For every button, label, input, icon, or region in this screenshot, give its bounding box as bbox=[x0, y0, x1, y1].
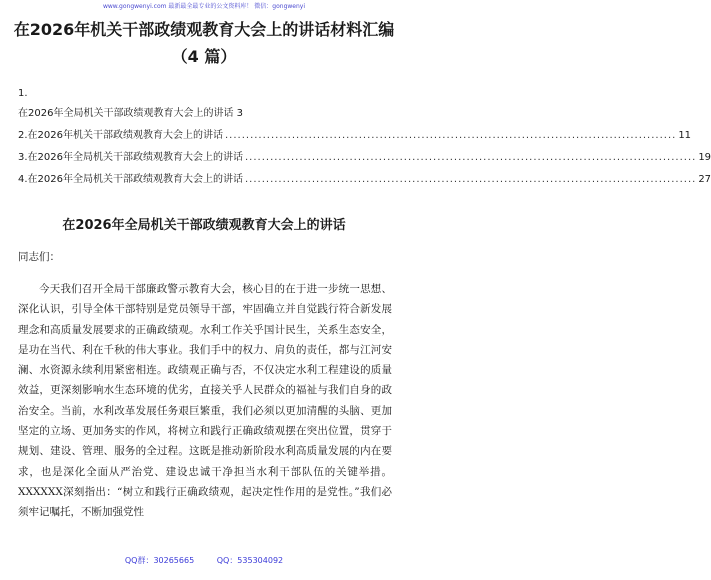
document-title: 在2026年机关干部政绩观教育大会上的讲话材料汇编 bbox=[13, 20, 395, 39]
site-banner: www.gongwenyi.com 最新最全最专业的公文资料库！ 微信：gongwenyi bbox=[102, 3, 306, 10]
page-footer bbox=[0, 555, 408, 567]
toc-heading: 1. bbox=[18, 88, 28, 99]
toc-leader-dots: ............................................................................................................ bbox=[225, 130, 677, 141]
toc-item-3[interactable] bbox=[18, 151, 711, 165]
table-of-contents bbox=[18, 87, 711, 197]
toc-item-3-text: 3.在2026年全局机关干部政绩观教育大会上的讲话 bbox=[18, 152, 243, 163]
greeting: 同志们： bbox=[18, 251, 60, 263]
toc-item-4-text: 4.在2026年全局机关干部政绩观教育大会上的讲话 bbox=[18, 174, 243, 185]
toc-item-2-text: 2.在2026年机关干部政绩观教育大会上的讲话 bbox=[18, 130, 223, 141]
toc-item-3-page: 19 bbox=[698, 152, 711, 163]
document-title-count: （4 篇） bbox=[171, 47, 237, 66]
toc-item-2-page: 11 bbox=[678, 130, 692, 141]
toc-leader-dots: ............................................................................................................ bbox=[245, 152, 697, 163]
toc-leader-dots: ............................................................................................................ bbox=[245, 174, 697, 185]
toc-item-4[interactable] bbox=[18, 173, 711, 187]
footer-qq: QQ：535304092 bbox=[216, 556, 284, 565]
toc-item-1[interactable] bbox=[18, 107, 390, 121]
body-paragraph: 今天我们召开全局干部廉政警示教育大会，核心目的在于进一步统一思想、深化认识，引导全体干部特别是党员领导干部，牢固确立并自觉践行符合新发展理念和高质量发展要求的正确政绩观。水利工作关乎国计民生，关系生态安全，是功在当代、利在千秋的伟大事业。我们手中的权力、肩负的责任，都与江河安澜、水资源永续利用紧密相连。政绩观正确与否，不仅决定水利工程建设的质量效益，更深刻影响水生态环境的优劣，直接关乎人民群众的福祉与我们自身的政治安全。当前，水利改革发展任务艰巨繁重，我们必须以更加清醒的头脑、更加坚定的立场、更加务实的作风，将树立和践行正确政绩观摆在突出位置，贯穿于规划、建设、管理、服务的全过程。这既是推动新阶段水利高质量发展的内在要求，也是深化全面从严治党、建设忠诚干净担当水利干部队伍的关键举措。XXXXXX深刻指出：“树立和践行正确政绩观，起决定性作用的是党性。”我们必须牢记嘱托，不断加强党性 bbox=[18, 283, 392, 519]
footer-qq-group: QQ群：30265665 bbox=[124, 556, 195, 565]
toc-item-1-text: 在2026年全局机关干部政绩观教育大会上的讲话 3 bbox=[18, 108, 243, 119]
toc-item-2[interactable] bbox=[18, 129, 692, 143]
section-title: 在2026年全局机关干部政绩观教育大会上的讲话 bbox=[62, 218, 346, 233]
toc-item-4-page: 27 bbox=[698, 174, 711, 185]
